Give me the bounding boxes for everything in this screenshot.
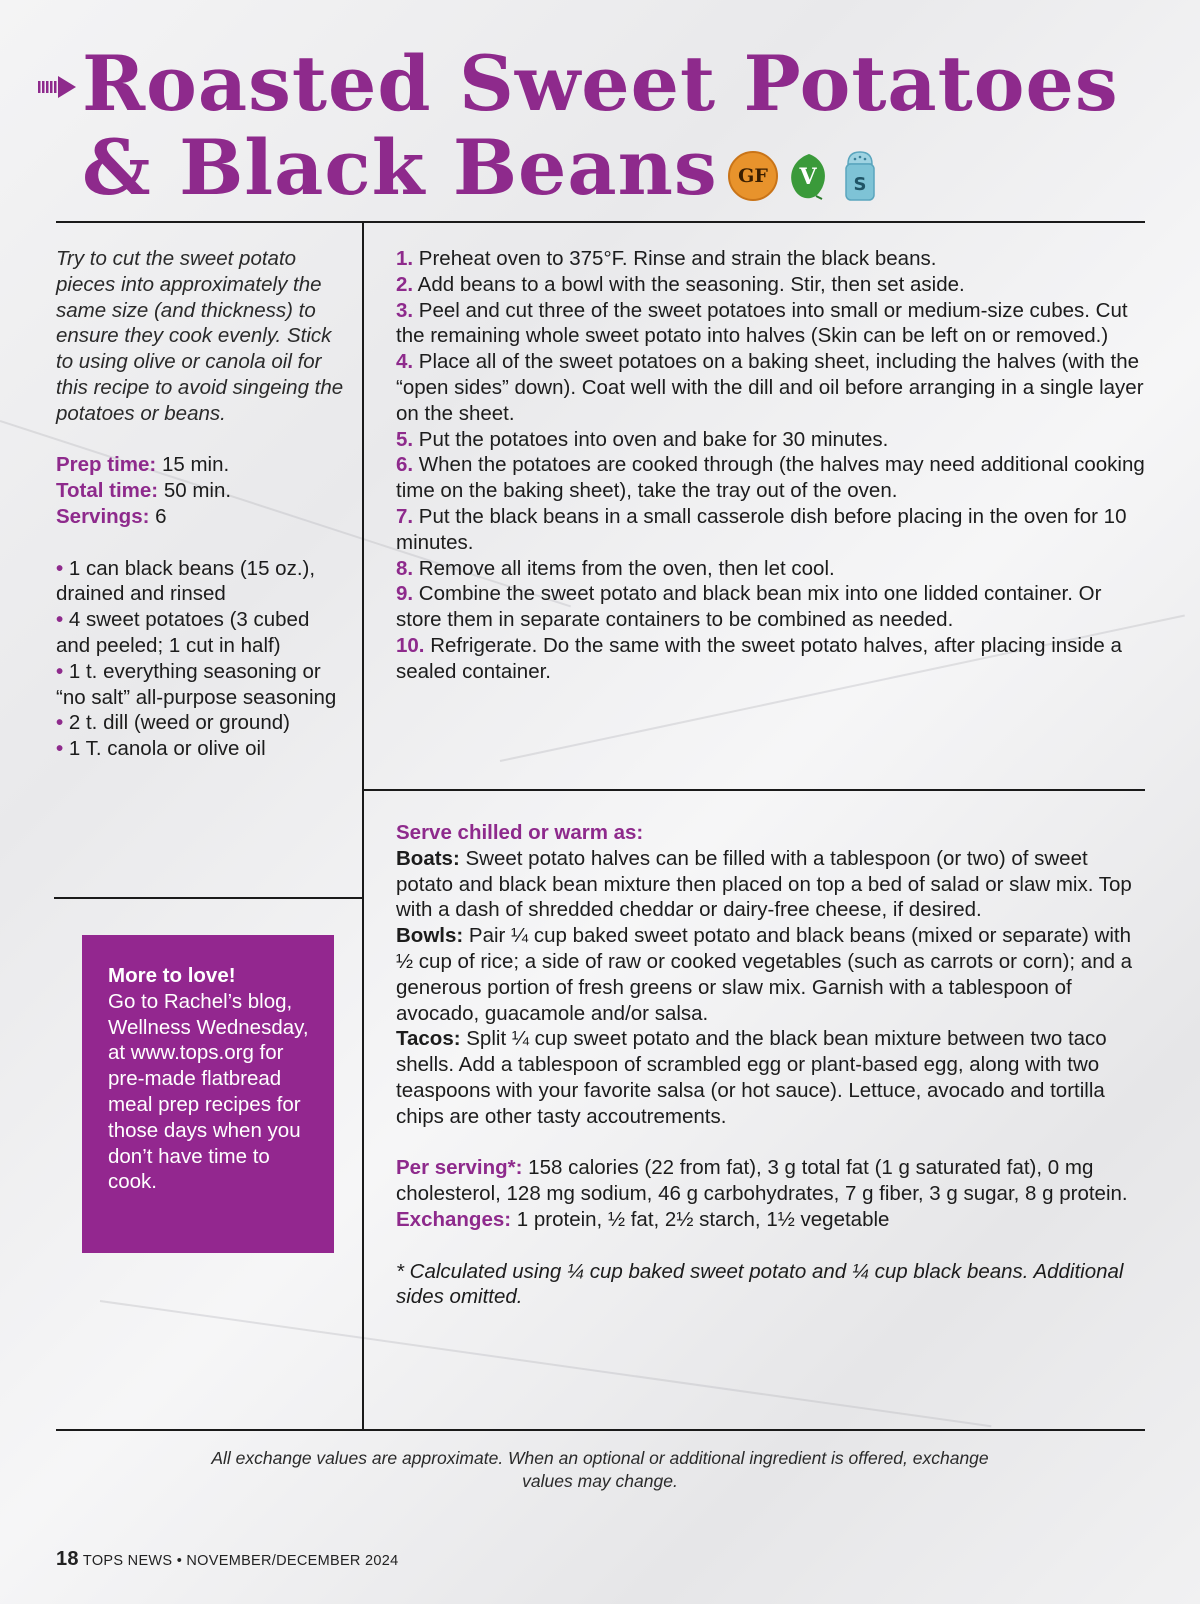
step-item <box>396 504 1148 556</box>
recipe-info-column <box>56 246 348 762</box>
exchanges-label: Exchanges: <box>396 1207 512 1231</box>
ingredient-item <box>56 607 348 659</box>
exchanges <box>396 1207 1148 1233</box>
ingredient-text: 1 can black beans (15 oz.), drained and rinsed <box>56 556 316 606</box>
ingredient-item <box>56 556 348 608</box>
ingredient-item <box>56 659 348 711</box>
left-section-rule <box>54 897 362 899</box>
step-item <box>396 633 1148 685</box>
page-number: 18 <box>56 1548 79 1570</box>
servings-value: 6 <box>149 504 167 528</box>
step-text: Combine the sweet potato and black bean mix into one lidded container. Or store them in separate containers to be combined as needed. <box>396 582 1102 632</box>
step-text: Put the potatoes into oven and bake for 30 minutes. <box>413 427 889 451</box>
bowls-label: Bowls: <box>396 924 464 948</box>
bullet-icon: • <box>56 608 64 632</box>
step-text: Remove all items from the oven, then let cool. <box>413 556 835 580</box>
step-item <box>396 246 1148 272</box>
total-time <box>56 478 348 504</box>
bullet-icon: • <box>56 556 64 580</box>
prep-time-label: Prep time: <box>56 453 157 477</box>
bottom-rule <box>56 1429 1145 1431</box>
step-item <box>396 427 1148 453</box>
step-text: Peel and cut three of the sweet potatoes into small or medium-size cubes. Cut the remaining whole sweet potato into halves (Skin can be left on or removed.) <box>396 298 1128 348</box>
arrow-icon <box>38 76 76 98</box>
step-item <box>396 452 1148 504</box>
serving-suggestions <box>396 820 1148 1310</box>
serve-tacos <box>396 1026 1148 1129</box>
bullet-icon: • <box>56 737 64 761</box>
promo-box <box>82 935 334 1253</box>
step-number: 9. <box>396 582 414 606</box>
ingredient-text: 2 t. dill (weed or ground) <box>68 711 290 735</box>
serve-boats <box>396 846 1148 923</box>
top-rule <box>56 221 1145 223</box>
prep-time <box>56 452 348 478</box>
nutrition-per-serving <box>396 1155 1148 1207</box>
step-text: Add beans to a bowl with the seasoning. Stir, then set aside. <box>413 272 965 296</box>
promo-heading: More to love! <box>108 964 236 987</box>
publication-info: TOPS NEWS • NOVEMBER/DECEMBER 2024 <box>78 1553 399 1569</box>
gluten-free-icon: GF <box>728 151 778 201</box>
servings <box>56 504 348 530</box>
title-line-1: Roasted Sweet Potatoes <box>82 39 1119 128</box>
total-time-label: Total time: <box>56 479 159 503</box>
step-number: 1. <box>396 247 414 270</box>
step-number: 2. <box>396 272 414 296</box>
step-item <box>396 298 1148 350</box>
right-section-rule <box>364 789 1145 791</box>
step-text: When the potatoes are cooked through (the halves may need additional cooking time on the baking sheet), take the tray out of the oven. <box>396 453 1145 503</box>
step-number: 3. <box>396 298 414 322</box>
vegetarian-leaf-icon <box>788 152 830 200</box>
title-line-2: & Black Beans <box>82 123 718 212</box>
bullet-icon: • <box>56 659 64 683</box>
bowls-text: Pair ¼ cup baked sweet potato and black beans (mixed or separate) with ½ cup of rice; a side of raw or cooked vegetables (such as carrots or corn); and a generous portion of fresh greens or slaw mix. Garnish with a tablespoon of avocado, guacamole and/or salsa. <box>396 924 1133 1025</box>
step-text: Refrigerate. Do the same with the sweet potato halves, after placing inside a sealed container. <box>396 633 1122 683</box>
column-divider <box>362 221 364 1431</box>
ingredient-list <box>56 556 348 762</box>
step-text: Place all of the sweet potatoes on a baking sheet, including the halves (with the “open sides” down). Coat well with the dill and oil before arranging in a single layer on the sheet. <box>396 350 1144 425</box>
recipe-meta <box>56 452 348 529</box>
tacos-text: Split ¼ cup sweet potato and the black bean mixture between two taco shells. Add a tablespoon of scrambled egg or plant-based egg, along with two teaspoons with your favorite salsa (or hot sauce). Lettuce, avocado and tortilla chips are other tasty accoutrements. <box>396 1027 1107 1128</box>
exchanges-text: 1 protein, ½ fat, 2½ starch, 1½ vegetable <box>511 1207 890 1231</box>
ingredient-text: 1 T. canola or olive oil <box>68 737 266 761</box>
step-text: Put the black beans in a small casserole dish before placing in the oven for 10 minutes. <box>396 504 1127 554</box>
salt-label: S <box>853 174 867 195</box>
step-item <box>396 272 1148 298</box>
serve-heading: Serve chilled or warm as: <box>396 821 644 844</box>
recipe-steps <box>396 246 1148 685</box>
ingredient-item <box>56 710 348 736</box>
total-time-value: 50 min. <box>158 479 232 503</box>
exchange-footnote: All exchange values are approximate. When an optional or additional ingredient is offered, exchange values may change. <box>211 1448 989 1491</box>
serve-bowls <box>396 923 1148 1026</box>
page-folio <box>56 1548 398 1571</box>
promo-body: Go to Rachel’s blog, Wellness Wednesday, at www.tops.org for pre-made flatbread meal prep recipes for those days when you don’t have time to cook. <box>108 989 309 1194</box>
vegetarian-label: V <box>799 164 817 190</box>
per-serving-label: Per serving*: <box>396 1156 523 1180</box>
boats-text: Sweet potato halves can be filled with a tablespoon (or two) of sweet potato and black bean mixture then placed on top a bed of salad or slaw mix. Top with a dash of shredded cheddar or dairy-free cheese, if desired. <box>396 846 1132 922</box>
ingredient-item <box>56 736 348 762</box>
step-item <box>396 581 1148 633</box>
boats-label: Boats: <box>396 846 460 870</box>
servings-label: Servings: <box>56 504 150 528</box>
step-number: 4. <box>396 350 414 374</box>
step-number: 7. <box>396 504 414 528</box>
salt-shaker-icon <box>840 150 880 202</box>
step-text: Preheat oven to 375°F. Rinse and strain the black beans. <box>413 247 937 270</box>
step-number: 10. <box>396 633 425 657</box>
diet-badges <box>728 148 880 204</box>
per-serving-text: 158 calories (22 from fat), 3 g total fat (1 g saturated fat), 0 mg cholesterol, 128 mg sodium, 46 g carbohydrates, 7 g fiber, 3 g sugar, 8 g protein. <box>396 1156 1128 1206</box>
step-number: 8. <box>396 556 414 580</box>
step-number: 5. <box>396 427 414 451</box>
tacos-label: Tacos: <box>396 1027 461 1051</box>
bullet-icon: • <box>56 711 64 735</box>
step-item <box>396 556 1148 582</box>
step-number: 6. <box>396 453 414 477</box>
step-item <box>396 349 1148 426</box>
calculation-note: * Calculated using ¼ cup baked sweet potato and ¼ cup black beans. Additional sides omitted. <box>396 1259 1124 1309</box>
ingredient-text: 1 t. everything seasoning or “no salt” all-purpose seasoning <box>56 659 337 709</box>
prep-time-value: 15 min. <box>156 453 230 477</box>
ingredient-text: 4 sweet potatoes (3 cubed and peeled; 1 cut in half) <box>56 608 310 657</box>
cooking-tip: Try to cut the sweet potato pieces into approximately the same size (and thickness) to ensure they cook evenly. Stick to using olive or canola oil for this recipe to avoid singeing the potatoes or beans. <box>56 247 344 425</box>
marble-vein <box>100 1300 992 1427</box>
